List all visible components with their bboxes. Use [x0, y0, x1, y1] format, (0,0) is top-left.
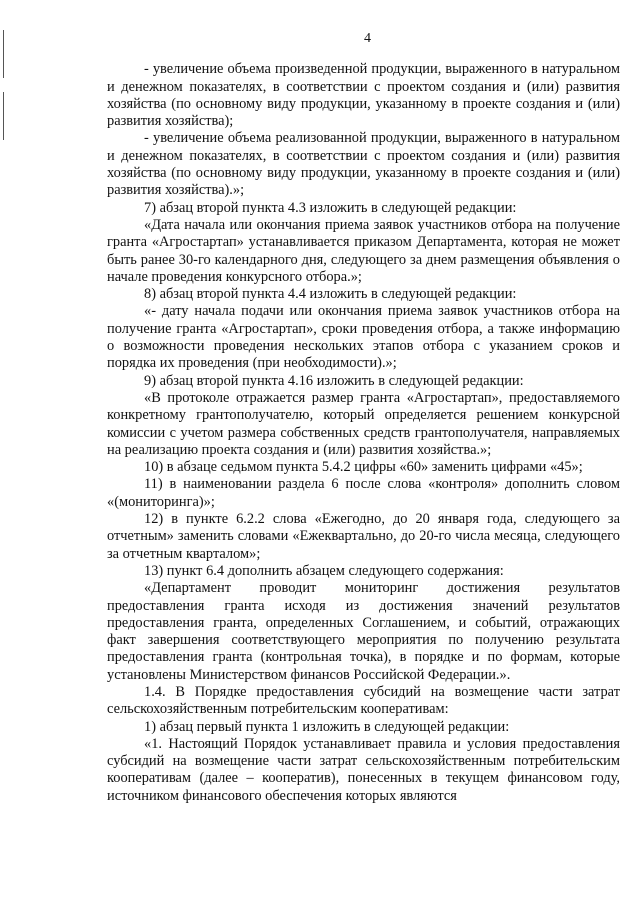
paragraph-6: «- дату начала подачи или окончания приема заявок участников отбора на получение гранта «Агростартап», сроки проведения отбора, а также информацию о возможности проведения нескольких этапов отбора с указанием сроков и порядка их проведения (при необходимости).»; [107, 303, 620, 372]
paragraph-15: 1) абзац первый пункта 1 изложить в следующей редакции: [144, 718, 510, 735]
paragraph-10: 11) в наименовании раздела 6 после слова «контроля» дополнить словом «(мониторинга)»; [107, 476, 620, 510]
paragraph-9: 10) в абзаце седьмом пункта 5.4.2 цифры «60» заменить цифрами «45»; [144, 459, 583, 476]
paragraph-7: 9) абзац второй пункта 4.16 изложить в следующей редакции: [144, 372, 524, 389]
margin-line [3, 92, 4, 140]
margin-line [3, 30, 4, 78]
paragraph-8: «В протоколе отражается размер гранта «Агростартап», предоставляемого конкретному грантополучателю, который определяется решением конкурсной комиссии с учетом размера собственных средств грантополучателя, направляемых на реализацию проекта создания и (или) развития хозяйства.»; [107, 389, 620, 458]
paragraph-14: 1.4. В Порядке предоставления субсидий на возмещение части затрат сельскохозяйственным потребительским кооперативам: [107, 683, 620, 718]
paragraph-3: 7) абзац второй пункта 4.3 изложить в следующей редакции: [144, 199, 517, 216]
paragraph-1: - увеличение объема произведенной продукции, выраженного в натуральном и денежном показателях, в соответствии с проектом создания и (или) развития хозяйства (по основному виду продукции, указанному в проекте создания и (или) развития хозяйства); [107, 61, 620, 130]
paragraph-12: 13) пункт 6.4 дополнить абзацем следующего содержания: [144, 562, 504, 579]
paragraph-13: «Департамент проводит мониторинг достижения результатов предоставления гранта исходя из достижения значений результатов предоставления гранта, определенных Соглашением, и событий, отражающих факт завершения соответствующего мероприятия по получению результата предоставления гранта (контрольная точка), в порядке и по формам, которые установлены Министерством финансов Российской Федерации.». [107, 580, 620, 683]
paragraph-5: 8) абзац второй пункта 4.4 изложить в следующей редакции: [144, 286, 517, 303]
paragraph-2: - увеличение объема реализованной продукции, выраженного в натуральном и денежном показателях, в соответствии с проектом создания и (или) развития хозяйства (по основному виду продукции, указанному в проекте создания и (или) развития хозяйства).»; [107, 130, 620, 199]
paragraph-16: «1. Настоящий Порядок устанавливает правила и условия предоставления субсидий на возмещение части затрат сельскохозяйственным потребительским кооперативам (далее – кооператив), понесенных в текущем финансовом году, источником финансового обеспечения которых являются [107, 735, 620, 804]
page-number: 4 [364, 31, 371, 46]
paragraph-11: 12) в пункте 6.2.2 слова «Ежегодно, до 20 января года, следующего за отчетным» заменить словами «Ежеквартально, до 20-го числа месяца, следующего за отчетным кварталом»; [107, 511, 620, 562]
paragraph-4: «Дата начала или окончания приема заявок участников отбора на получение гранта «Агростартап» устанавливается приказом Департамента, которая не может быть ранее 30-го календарного дня, следующего за днем размещения объявления о начале проведения конкурсного отбора.»; [107, 216, 620, 285]
